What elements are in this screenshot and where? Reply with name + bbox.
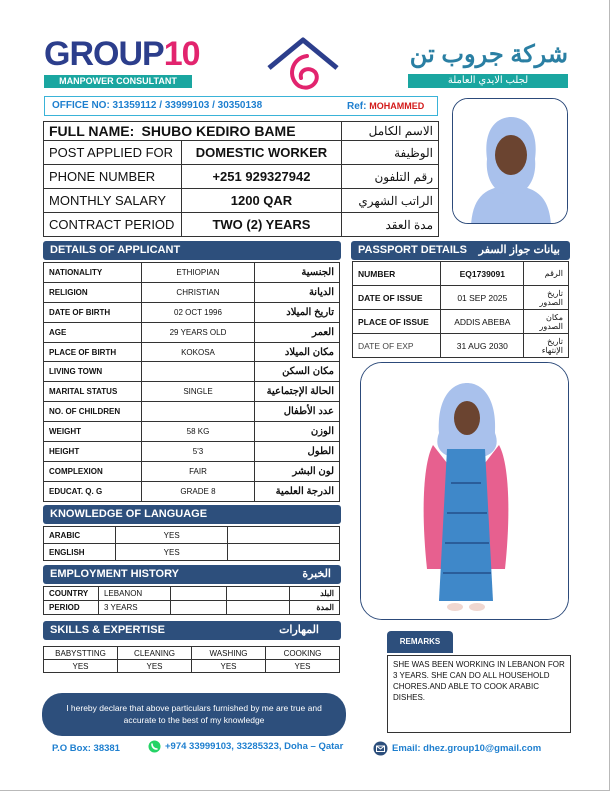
detail-value: KOKOSA (141, 342, 255, 362)
language-label: ENGLISH (44, 544, 116, 561)
passport-arabic: الرقم (524, 262, 569, 286)
passport-title-arabic: بيانات جواز السفر (478, 244, 560, 256)
declaration-box: I hereby declare that above particulars furnished by me are true and accurate to the best of my knowledge (42, 693, 346, 736)
post-value: DOMESTIC WORKER (181, 141, 342, 165)
detail-label: WEIGHT (44, 422, 142, 442)
employment-empty (170, 601, 227, 615)
detail-value (141, 362, 255, 382)
phone-value: +251 929327942 (181, 165, 342, 189)
table-row (353, 262, 569, 286)
passport-label: NUMBER (353, 262, 441, 286)
brand-subtitle: MANPOWER CONSULTANT (44, 75, 192, 88)
whatsapp-icon (148, 740, 161, 753)
skill-header: WASHING (192, 647, 266, 660)
details-table (43, 262, 340, 502)
detail-label: EDUCAT. Q. G (44, 481, 142, 501)
table-row (44, 544, 340, 561)
details-title: DETAILS OF APPLICANT (50, 244, 181, 256)
full-name-cell (44, 122, 342, 141)
detail-arabic: العمر (255, 322, 340, 342)
salary-label: MONTHLY SALARY (44, 189, 182, 213)
contract-row (44, 213, 439, 237)
passport-label: DATE OF ISSUE (353, 286, 441, 310)
brand-logo-en (44, 35, 200, 88)
full-name-arabic: الاسم الكامل (342, 122, 439, 141)
brand-number: 10 (163, 35, 200, 73)
table-row (44, 402, 340, 422)
detail-arabic: الدرجة العلمية (255, 481, 340, 501)
remarks-title: REMARKS (387, 631, 453, 653)
office-numbers-bar (44, 96, 438, 116)
passport-value: 31 AUG 2030 (441, 334, 524, 358)
brand-arabic: شركة جروب تن (409, 41, 568, 68)
table-row (44, 601, 340, 615)
contract-value: TWO (2) YEARS (181, 213, 342, 237)
contract-arabic: مدة العقد (342, 213, 439, 237)
language-value: YES (115, 527, 228, 544)
detail-label: MARITAL STATUS (44, 382, 142, 402)
post-label: POST APPLIED FOR (44, 141, 182, 165)
table-row (44, 382, 340, 402)
table-row (44, 342, 340, 362)
details-header (43, 241, 341, 260)
detail-arabic: الطول (255, 442, 340, 462)
table-row (44, 282, 340, 302)
detail-arabic: لون البشر (255, 461, 340, 481)
detail-label: NATIONALITY (44, 263, 142, 283)
skill-header: COOKING (266, 647, 340, 660)
passport-header (351, 241, 570, 260)
table-row (44, 322, 340, 342)
skill-header: CLEANING (118, 647, 192, 660)
detail-label: AGE (44, 322, 142, 342)
passport-arabic: تاريخ الصدور (524, 286, 569, 310)
employment-title-arabic: الخبرة (302, 568, 331, 580)
main-info-table (43, 121, 439, 237)
footer-phones-block (148, 740, 343, 753)
table-row (44, 442, 340, 462)
ref-value: MOHAMMED (369, 101, 425, 111)
employment-table (43, 586, 340, 615)
brand-logo-ar (408, 40, 568, 88)
skills-table (43, 646, 340, 673)
table-row (44, 302, 340, 322)
employment-empty (227, 601, 290, 615)
detail-label: RELIGION (44, 282, 142, 302)
detail-arabic: الحالة الإجتماعية (255, 382, 340, 402)
language-label: ARABIC (44, 527, 116, 544)
email-icon (373, 741, 388, 756)
detail-arabic: الوزن (255, 422, 340, 442)
salary-arabic: الراتب الشهري (342, 189, 439, 213)
detail-label: DATE OF BIRTH (44, 302, 142, 322)
detail-value: ETHIOPIAN (141, 263, 255, 283)
phone-row (44, 165, 439, 189)
passport-table (352, 261, 569, 358)
passport-value: EQ1739091 (441, 262, 524, 286)
phone-label: PHONE NUMBER (44, 165, 182, 189)
footer-email-block (373, 741, 541, 756)
salary-row (44, 189, 439, 213)
table-row (353, 334, 569, 358)
skills-title: SKILLS & EXPERTISE (50, 624, 165, 636)
ref-label: Ref: (347, 101, 367, 112)
table-row (44, 263, 340, 283)
footer-po-box: P.O Box: 38381 (52, 743, 120, 754)
detail-label: NO. OF CHILDREN (44, 402, 142, 422)
detail-label: COMPLEXION (44, 461, 142, 481)
table-row (353, 310, 569, 334)
full-name-label: FULL NAME: (49, 123, 135, 139)
detail-arabic: تاريخ الميلاد (255, 302, 340, 322)
full-body-photo (360, 362, 569, 620)
employment-empty (227, 587, 290, 601)
table-row (44, 647, 340, 660)
table-row (44, 422, 340, 442)
detail-value: FAIR (141, 461, 255, 481)
footer-email: Email: dhez.group10@gmail.com (392, 743, 542, 754)
post-arabic: الوظيفة (342, 141, 439, 165)
full-body-person-icon (361, 363, 569, 620)
full-name-value: SHUBO KEDIRO BAME (141, 123, 296, 139)
detail-value: 5'3 (141, 442, 255, 462)
group10-emblem-icon (263, 34, 343, 94)
language-header (43, 505, 341, 524)
brand-main: GROUP (44, 35, 164, 73)
language-empty (228, 527, 340, 544)
language-title: KNOWLEDGE OF LANGUAGE (50, 508, 208, 520)
employment-label: COUNTRY (44, 587, 99, 601)
remarks-text: SHE WAS BEEN WORKING IN LEBANON FOR 3 YEARS. SHE CAN DO ALL HOUSEHOLD CHORES.AND ABLE TO COOK ARABIC DISHES. (387, 655, 571, 733)
table-row (353, 286, 569, 310)
detail-value (141, 402, 255, 422)
employment-arabic: البلد (290, 587, 340, 601)
detail-arabic: مكان السكن (255, 362, 340, 382)
skill-header: BABYSTTING (44, 647, 118, 660)
passport-value: ADDIS ABEBA (441, 310, 524, 334)
detail-arabic: الديانة (255, 282, 340, 302)
employment-header (43, 565, 341, 584)
skill-value: YES (192, 660, 266, 673)
language-empty (228, 544, 340, 561)
passport-label: DATE OF EXP (353, 334, 441, 358)
portrait-photo (452, 98, 568, 224)
passport-title: PASSPORT DETAILS (358, 244, 467, 256)
phone-arabic: رقم التلفون (342, 165, 439, 189)
footer-phones: +974 33999103, 33285323, Doha – Qatar (165, 741, 344, 752)
table-row (44, 587, 340, 601)
skill-value: YES (118, 660, 192, 673)
employment-value: 3 YEARS (98, 601, 170, 615)
passport-label: PLACE OF ISSUE (353, 310, 441, 334)
contract-label: CONTRACT PERIOD (44, 213, 182, 237)
detail-label: HEIGHT (44, 442, 142, 462)
employment-label: PERIOD (44, 601, 99, 615)
table-row (44, 481, 340, 501)
passport-value: 01 SEP 2025 (441, 286, 524, 310)
office-numbers: OFFICE NO: 31359112 / 33999103 / 30350138 (52, 100, 263, 111)
table-row (44, 461, 340, 481)
skill-value: YES (266, 660, 340, 673)
skills-header (43, 621, 341, 640)
employment-arabic: المدة (290, 601, 340, 615)
detail-value: 02 OCT 1996 (141, 302, 255, 322)
skill-value: YES (44, 660, 118, 673)
employment-value: LEBANON (98, 587, 170, 601)
employment-empty (170, 587, 227, 601)
salary-value: 1200 QAR (181, 189, 342, 213)
brand-arabic-subtitle: لجلب الايدي العاملة (408, 74, 568, 88)
detail-arabic: مكان الميلاد (255, 342, 340, 362)
table-row (44, 362, 340, 382)
detail-value: GRADE 8 (141, 481, 255, 501)
passport-arabic: تاريخ الإنتهاء (524, 334, 569, 358)
detail-label: LIVING TOWN (44, 362, 142, 382)
skills-title-arabic: المهارات (279, 624, 319, 636)
employment-title: EMPLOYMENT HISTORY (50, 568, 179, 580)
table-row (44, 660, 340, 673)
language-table (43, 526, 340, 561)
detail-arabic: الجنسية (255, 263, 340, 283)
reference (347, 97, 424, 116)
detail-arabic: عدد الأطفال (255, 402, 340, 422)
table-row (44, 527, 340, 544)
detail-label: PLACE OF BIRTH (44, 342, 142, 362)
detail-value: 29 YEARS OLD (141, 322, 255, 342)
full-name-row (44, 122, 439, 141)
portrait-person-icon (453, 99, 568, 224)
detail-value: CHRISTIAN (141, 282, 255, 302)
post-row (44, 141, 439, 165)
passport-arabic: مكان الصدور (524, 310, 569, 334)
language-value: YES (115, 544, 228, 561)
detail-value: 58 KG (141, 422, 255, 442)
detail-value: SINGLE (141, 382, 255, 402)
